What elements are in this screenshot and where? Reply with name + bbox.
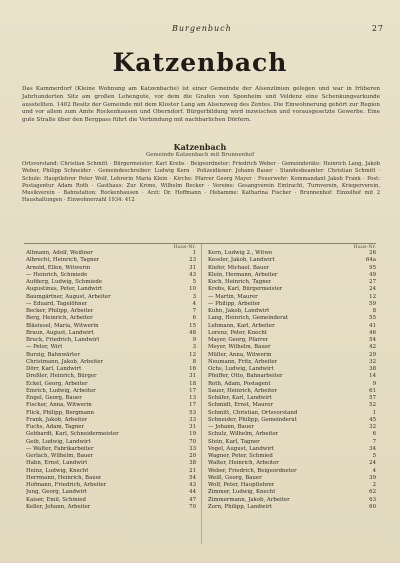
column-heading: Haus-Nr. [353,244,376,250]
entry-name: — Johann, Bauer [208,424,254,430]
section-title: Katzenbach [173,142,227,152]
list-item [208,497,376,504]
entry-name: Herrmann, Heinrich, Bauer [26,474,102,481]
entry-house-number: 53 [189,409,196,416]
entry-name: Koch, Heinrich, Tagner [208,279,272,285]
entry-house-number: 10 [189,286,196,293]
entry-name: Hofmann, Friedrich, Arbeiter [26,482,107,488]
entry-house-number: 17 [189,387,196,394]
entry-name: Wolf, Peter, Hauptlehrer [208,482,275,488]
entry-name: Engel, Georg, Bauer [26,395,82,401]
entry-name: Gerlach, Wilhelm, Bauer [26,453,94,459]
entry-house-number: 47 [189,496,196,503]
entry-house-number: 3 [192,344,196,351]
entry-house-number: 59 [369,300,376,307]
entry-name: Dreßler, Heinrich, Bürger [26,373,97,380]
entry-name: Sauer, Heinrich, Arbeiter [208,387,278,394]
entry-name: Frank, Jakob, Arbeiter [26,416,88,423]
list-item [208,308,376,315]
list-item [26,286,196,293]
entry-name: Altmann, Adolf, Weißner [26,250,93,256]
list-item [26,475,196,482]
entry-name: Fuchs, Adam, Tagner [26,424,85,430]
entry-house-number: 4 [372,467,376,474]
list-item [208,373,376,380]
entry-name: — Eduard, Tagelöhner [26,300,88,307]
entry-name: Fischer, Anna, Witwerin [26,402,92,409]
entry-name: Meyer, Wilhelm, Bauer [208,344,271,351]
entry-house-number: 61 [369,387,376,394]
entry-house-number: 49 [369,271,376,278]
list-item [208,344,376,351]
entry-house-number: 42 [369,344,376,351]
entry-name: Kessler, Jakob, Landwirt [208,257,275,264]
list-item [208,504,376,511]
entry-house-number: 17 [189,402,196,409]
entry-house-number: 9 [192,337,196,343]
entry-name: Zimmermann, Jakob, Arbeiter [208,496,290,503]
entry-name: Mayer, Georg, Pfarrer [208,337,269,343]
entry-name: Aufderg, Ludwig, Schmiede [26,279,103,285]
entry-house-number: 7 [372,438,376,445]
entry-house-number: 12 [369,293,376,300]
entry-name: — Peter, Wirt [26,344,63,351]
list-item [26,265,196,272]
list-item [26,395,196,402]
entry-house-number: 13 [189,395,196,401]
entry-house-number: 38 [369,366,376,372]
list-item [26,460,196,467]
info-paragraph: Ortsvorstand: Christian Schmitt · Bürgermeister: Karl Krebs · Beigeordneter: Friedrich Weber · Gemeinderäte: Heinrich Lang, Jakob Weber, Philipp Schneider · Gemeindeschreiber: Ludwig Kern · Polizeidiener: Johann Bauer · Standesbeamter: Christian Schmitt · Schule: Hauptlehrer Peter Wolf, Lehrerin Maria Klein · Kirche: Pfarrer Georg Mayer · Feuerwehr: Kommandant Jakob Frank · Post: Postagentur Adam Roth · Gasthaus: Zur Krone, Wilhelm Becker · Vereine: Gesangverein Eintracht, Turnverein, Kriegerverein, Musikverein · Bahnstation: Rockenhausen · Arzt: Dr. Hoffmann · Hebamme: Katharina Fischer · Brunnenhof: Einzelhof mit 2 Haushaltungen · Einwohnerzahl 1934: 412 [22,161,380,204]
list-item [26,417,196,424]
entry-house-number: 1 [372,409,376,416]
list-item [26,279,196,286]
list-item [208,381,376,388]
entry-name: Becker, Philipp, Arbeiter [26,308,94,314]
entry-house-number: 34 [369,445,376,452]
entry-name: Schulz, Wilhelm, Arbeiter [208,431,279,438]
entry-name: Dörr, Karl, Landwirt [26,366,82,372]
list-item [26,453,196,460]
list-item [26,402,196,409]
entry-house-number: 7 [192,308,196,314]
list-item [26,330,196,337]
entry-name: Bläsiusel, Maria, Witwerin [26,322,99,329]
entry-house-number: 5 [372,453,376,459]
entry-name: Jung, Georg, Landwirt [26,489,87,496]
list-item [26,352,196,359]
entry-name: Walter, Heinrich, Arbeiter [208,460,279,467]
entry-name: Pfeiffer, Otto, Bahnarbeiter [208,373,283,380]
list-item [26,482,196,489]
list-item [26,468,196,475]
entry-name: Wagner, Peter, Schmied [208,453,273,459]
entry-name: Kiefer, Michael, Bauer [208,264,270,271]
section-subtitle: Gemeinde Katzenbach mit Brunnenhof [145,152,255,158]
entry-house-number: 70 [189,438,196,445]
intro-paragraph: Das Kammerdorf (Kleine Wohnung am Katzenbache) ist einer Gemeinde der Alsenzlinien gelegen und war in früheren Jahrhunderten Sitz am großen Lehengute, vor dem die Grafen von Sponheim und Veldenz eine Schenkungsurkunde ausstellten. 1402 Besitz der Gemeinde mit dem Kloster Lang am Alsenzweg des Zentes. Die Einwohnerung gehört zur Region und vor allem zum Amte Rockenhausen und Oberndorf. Bürgerbildung wird inzwischen und vorausgesetzte Gewerbe. Eine gute Straße über den Bergpass führt die Verbindung mit nachbarlichen Dörfern. [22,86,380,124]
page-number: 27 [371,24,384,33]
entry-house-number: 24 [369,286,376,293]
list-item [208,439,376,446]
list-item [208,337,376,344]
entry-house-number: 16 [189,366,196,372]
list-item [26,337,196,344]
entry-name: Flick, Philipp, Bergmann [26,409,94,416]
list-item [208,388,376,395]
list-item [208,489,376,496]
entry-house-number: 48 [189,329,196,336]
entry-house-number: 54 [189,474,196,481]
list-item [26,497,196,504]
list-item [26,308,196,315]
list-item [26,424,196,431]
list-item [208,475,376,482]
entry-house-number: 19 [189,431,196,438]
entry-house-number: 41 [369,322,376,329]
entry-house-number: 57 [369,395,376,401]
list-item [26,410,196,417]
list-item [208,431,376,438]
entry-name: Weiß, Georg, Bauer [208,474,262,481]
list-item [26,439,196,446]
entry-house-number: 33 [189,445,196,452]
entry-house-number: 6 [372,431,376,438]
entry-house-number: 32 [369,424,376,430]
list-item [26,366,196,373]
entry-name: Geib, Ludwig, Landwirt [26,438,91,445]
column-heading: Haus-Nr. [173,244,196,250]
list-item [26,446,196,453]
entry-name: — Heinrich, Schmiede [26,271,88,278]
running-head: Burgenbuch [172,24,232,33]
resident-list-left [26,244,196,511]
entry-name: Müller, Anna, Witwerin [208,351,272,358]
list-item [26,504,196,511]
entry-house-number: 55 [369,315,376,322]
entry-house-number: 21 [189,467,196,474]
entry-house-number: 45 [369,416,376,423]
list-item [26,315,196,322]
entry-house-number: 54 [369,337,376,343]
list-item [26,381,196,388]
list-item [208,446,376,453]
list-item [208,352,376,359]
entry-name: Baumgärtner, August, Arbeiter [26,293,111,300]
entry-name: Albrecht, Heinrich, Tagner [26,257,100,264]
entry-name: Emrich, Ludwig, Arbeiter [26,387,96,394]
entry-name: Kuhn, Jakob, Landwirt [208,308,270,314]
list-item [26,388,196,395]
entry-house-number: 46 [369,329,376,336]
entry-house-number: 20 [189,453,196,459]
entry-name: Hahn, Ernst, Landwirt [26,460,88,467]
entry-name: Neumann, Fritz, Arbeiter [208,358,278,365]
entry-name: Zorn, Philipp, Landwirt [208,503,272,510]
list-item [208,366,376,373]
entry-name: Lehmann, Karl, Arbeiter [208,322,275,329]
list-item [208,417,376,424]
column-divider [201,244,202,544]
entry-house-number: 31 [189,373,196,380]
list-item [26,323,196,330]
list-item [208,482,376,489]
entry-house-number: 27 [369,279,376,285]
entry-house-number: 18 [189,380,196,387]
entry-name: Christmann, Jakob, Arbeiter [26,358,104,365]
list-item [26,373,196,380]
entry-name: Klein, Hermann, Arbeiter [208,271,278,278]
list-item [208,424,376,431]
list-item [208,279,376,286]
resident-list-right [208,244,376,511]
entry-name: Weber, Friedrich, Beigeordneter [208,467,297,474]
entry-name: Zimmer, Ludwig, Knecht [208,489,276,496]
entry-house-number: 29 [369,351,376,358]
entry-house-number: 38 [189,460,196,467]
entry-name: Heinz, Ludwig, Knecht [26,467,89,474]
list-item [208,460,376,467]
entry-house-number: 60 [369,503,376,510]
list-item [208,402,376,409]
entry-house-number: 39 [369,474,376,481]
list-item [208,323,376,330]
list-item [208,265,376,272]
list-item [26,431,196,438]
entry-name: Schäfer, Karl, Landwirt [208,395,272,401]
entry-house-number: 6 [192,315,196,322]
entry-house-number: 70 [189,503,196,510]
entry-house-number: 4 [192,300,196,307]
page-title: Katzenbach [112,48,288,77]
list-item [26,250,196,257]
entry-house-number: 31 [189,264,196,271]
entry-name: Eckel, Georg, Arbeiter [26,380,88,387]
entry-name: Schmitt, Christian, Ortsvorstand [208,409,298,416]
list-item [208,286,376,293]
entry-house-number: 24 [369,460,376,467]
entry-name: Berg, Heinrich, Arbeiter [26,315,93,322]
entry-name: Roth, Adam, Postagent [208,380,271,387]
entry-house-number: 95 [369,264,376,271]
entry-name: Stein, Karl, Tagner [208,438,260,445]
entry-name: Kaiser, Emil, Schmied [26,496,86,503]
entry-name: Keller, Johann, Arbeiter [26,503,91,510]
entry-name: Lang, Heinrich, Gemeinderat [208,315,289,322]
list-item [26,359,196,366]
entry-name: Kern, Ludwig 2., Witwe [208,250,273,256]
entry-name: — Walter, Fabrikarbeiter [26,445,94,452]
list-item [26,257,196,264]
list-item [208,294,376,301]
entry-house-number: 2 [372,482,376,488]
entry-house-number: 63 [369,496,376,503]
list-item [208,453,376,460]
entry-house-number: 64a [365,257,376,264]
entry-name: Vogel, August, Landwirt [208,445,274,452]
entry-name: Arnold, Ellen, Witwerin [26,264,91,271]
entry-house-number: 52 [369,402,376,409]
entry-house-number: 44 [189,489,196,496]
entry-name: — Philipp, Arbeiter [208,300,261,307]
entry-name: Schmidt, Ernst, Maurer [208,402,273,409]
list-item [208,272,376,279]
entry-name: Lorenz, Peter, Knecht [208,329,268,336]
list-item [26,272,196,279]
entry-house-number: 15 [189,322,196,329]
entry-name: Burzig, Bahnwärter [26,351,80,358]
entry-house-number: 3 [192,293,196,300]
list-item [26,294,196,301]
entry-house-number: 33 [189,416,196,423]
list-item [208,330,376,337]
entry-name: Augustinus, Peter, Landwirt [26,286,103,293]
entry-name: Krebs, Karl, Bürgermeister [208,286,283,293]
list-item [26,344,196,351]
entry-house-number: 12 [189,351,196,358]
list-item [208,250,376,257]
entry-house-number: 9 [372,380,376,387]
list-item [26,489,196,496]
list-item [208,301,376,308]
entry-house-number: 43 [189,271,196,278]
entry-house-number: 8 [372,308,376,314]
entry-name: Ochs, Ludwig, Landwirt [208,366,274,372]
list-item [208,257,376,264]
entry-name: Schneider, Philipp, Gemeinderat [208,416,297,423]
entry-house-number: 32 [369,358,376,365]
list-item [26,301,196,308]
entry-house-number: 8 [192,358,196,365]
entry-name: — Martin, Maurer [208,293,258,300]
entry-house-number: 43 [189,482,196,488]
list-item [208,468,376,475]
entry-house-number: 5 [192,279,196,285]
entry-house-number: 1 [192,250,196,256]
entry-name: Gebhardt, Karl, Schneidermeister [26,431,119,438]
list-item [208,410,376,417]
entry-house-number: 23 [189,257,196,264]
entry-name: Braun, August, Landwirt [26,329,94,336]
list-item [208,315,376,322]
entry-house-number: 14 [369,373,376,380]
entry-house-number: 31 [189,424,196,430]
list-item [208,395,376,402]
list-item [208,359,376,366]
entry-name: Bruck, Friedrich, Landwirt [26,337,100,343]
entry-house-number: 62 [369,489,376,496]
entry-house-number: 26 [369,250,376,256]
